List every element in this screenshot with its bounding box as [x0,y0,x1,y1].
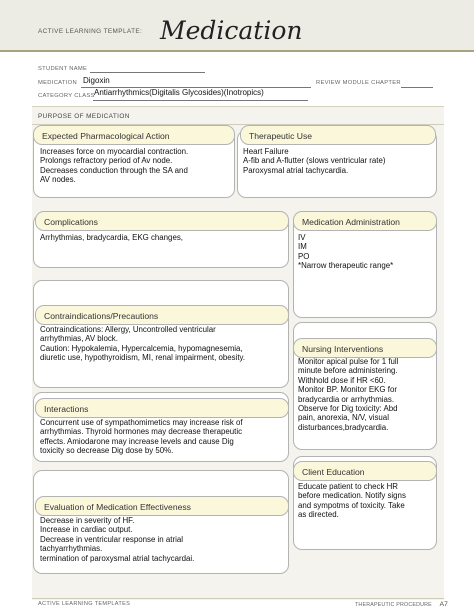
category-class-field[interactable] [93,100,308,101]
contraindications-title: Contraindications/Precautions [35,305,289,325]
student-name-label: STUDENT NAME [38,66,88,72]
template-label: ACTIVE LEARNING TEMPLATE: [38,28,143,35]
therapeutic-use-text[interactable]: Heart Failure A-fib and A-flutter (slows ventricular rate) Paroxysmal atrial tachycardia. [243,147,386,175]
expected-action-title: Expected Pharmacological Action [33,125,235,145]
administration-title: Medication Administration [293,211,437,231]
footer-right [355,601,448,608]
page-title: Medication [160,16,303,45]
header-divider [0,50,474,52]
contraindications-text[interactable]: Contraindications: Allergy, Uncontrolled ventricular arrhythmias, AV block. Caution: Hypokalemia, Hypercalcemia, hypomagnesemia, diuretic use, hypothyroidism, MI, renal impairment, obesity. [40,325,246,363]
interactions-text[interactable]: Concurrent use of sympathomimetics may increase risk of arrhythmias. Thyroid hormones may decrease therapeutic effects. Amiodarone may increase levels and cause Dig toxicity so decrease Dig dose by 50%. [40,418,243,456]
footer-divider [32,598,444,599]
purpose-label: PURPOSE OF MEDICATION [38,113,130,120]
category-class-value: Antiarrhythmics(Digitalis Glycosides)(Inotropics) [94,88,264,97]
category-class-label: CATEGORY CLASS [38,93,95,99]
page-number: A7 [439,601,449,608]
evaluation-title: Evaluation of Medication Effectiveness [35,496,289,516]
complications-title: Complications [35,211,289,231]
administration-text[interactable]: IV IM PO *Narrow therapeutic range* [298,233,394,271]
nursing-text[interactable]: Monitor apical pulse for 1 full minute before administering. Withhold dose if HR <60. Monitor BP. Monitor EKG for bradycardia or arrhythmias. Observe for Dig toxicity: Abd pain, anorexia, N/V, visual disturbances,bradycardia. [298,357,399,432]
expected-action-text[interactable]: Increases force on myocardial contraction. Prolongs refractory period of Av node. Decreases conduction through the SA and AV nodes. [40,147,189,185]
review-module-label: REVIEW MODULE CHAPTER [316,80,401,86]
medication-label: MEDICATION [38,80,77,86]
medication-value: Digoxin [83,76,110,85]
client-education-title: Client Education [293,461,437,481]
therapeutic-use-title: Therapeutic Use [240,125,436,145]
review-module-field[interactable] [401,87,433,88]
interactions-title: Interactions [35,398,289,418]
student-name-field[interactable] [90,72,205,73]
nursing-title: Nursing Interventions [293,338,437,358]
complications-text[interactable]: Arrhythmias, bradycardia, EKG changes, [40,233,183,242]
footer-right-label: THERAPEUTIC PROCEDURE [355,602,432,608]
evaluation-text[interactable]: Decrease in severity of HF. Increase in cardiac output. Decrease in ventricular response in atrial tachyarrhythmias. termination of paroxysmal atrial tachycardai. [40,516,195,563]
footer-left: ACTIVE LEARNING TEMPLATES [38,601,131,607]
client-education-text[interactable]: Educate patient to check HR before medication. Notify signs and sympotms of toxicity. Take as directed. [298,482,406,520]
